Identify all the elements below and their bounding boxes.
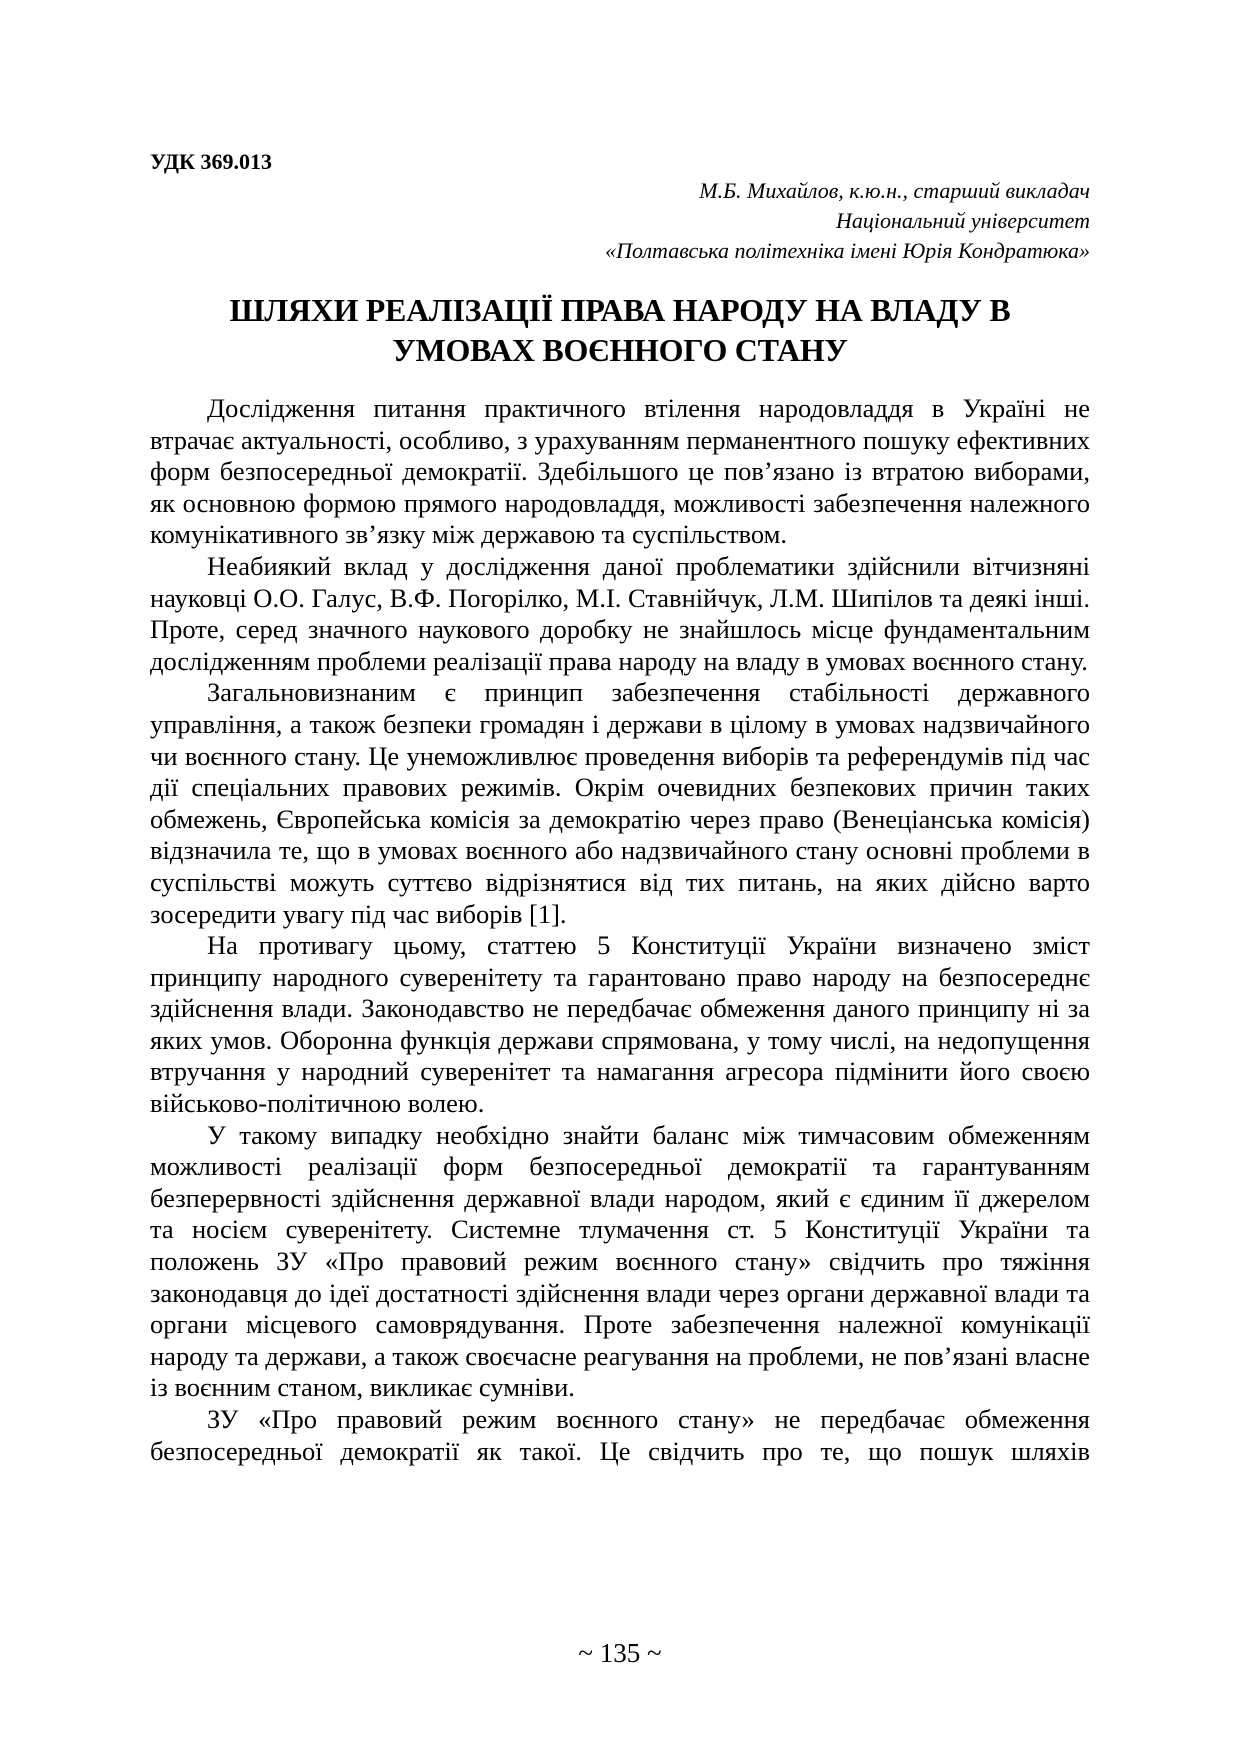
udk-code: УДК 369.013 (150, 149, 273, 174)
body-paragraph: Загальновизнаним є принцип забезпечення стабільності державного управління, а також безпеки громадян і держави в цілому в умовах надзвичайного чи воєнного стану. Це унеможливлює проведення виборів та референдумів під час дії спеціальних правових режимів. Окрім очевидних безпекових причин таких обмежень, Європейська комісія за демократію через право (Венеціанська комісія) відзначила те, що в умовах воєнного або надзвичайного стану основні проблеми в суспільстві можуть суттєво відрізнятися від тих питань, на яких дійсно варто зосередити увагу під час виборів [1]. (150, 677, 1090, 929)
author-block (605, 176, 1090, 266)
body-paragraph: ЗУ «Про правовий режим воєнного стану» не передбачає обмеження безпосередньої демократії як такої. Це свідчить про те, що пошук шляхів (150, 1404, 1090, 1466)
paper-body (150, 393, 1090, 1467)
body-paragraph: Неабиякий вклад у дослідження даної проблематики здійснили вітчизняні науковці О.О. Галус, В.Ф. Погорілко, М.І. Ставнійчук, Л.М. Шипілов та деякі інші. Проте, серед значного наукового доробку не знайшлось місце фундаментальним дослідженням проблеми реалізації права народу на владу в умовах воєнного стану. (150, 550, 1090, 676)
title-line: ШЛЯХИ РЕАЛІЗАЦІЇ ПРАВА НАРОДУ НА ВЛАДУ В (229, 292, 1011, 328)
body-paragraph: У такому випадку необхідно знайти баланс між тимчасовим обмеженням можливості реалізації форм безпосередньої демократії та гарантуванням безперервності здійснення державної влади народом, який є єдиним її джерелом та носієм суверенітету. Системне тлумачення ст. 5 Конституції України та положень ЗУ «Про правовий режим воєнного стану» свідчить про тяжіння законодавця до ідеї достатності здійснення влади через органи державної влади та органи місцевого самоврядування. Проте забезпечення належної комунікації народу та держави, а також своєчасне реагування на проблеми, не пов’язані власне із воєнним станом, викликає сумніви. (150, 1119, 1090, 1403)
page-number: ~ 135 ~ (578, 1638, 662, 1668)
body-paragraph: Дослідження питання практичного втілення народовладдя в Україні не втрачає актуальності, особливо, з урахуванням перманентного пошуку ефективних форм безпосередньої демократії. Здебільшого це пов’язано із втратою виборами, як основною формою прямого народовладдя, можливості забезпечення належного комунікативного зв’язку між державою та суспільством. (150, 393, 1090, 550)
document-page (150, 0, 1090, 1754)
affiliation-line: «Полтавська політехніка імені Юрія Кондратюка» (605, 238, 1090, 263)
author-line: М.Б. Михайлов, к.ю.н., старший викладач (699, 178, 1090, 203)
paper-title (150, 290, 1090, 370)
title-line: УМОВАХ ВОЄННОГО СТАНУ (392, 332, 848, 368)
body-paragraph: На противагу цьому, статтею 5 Конституції України визначено зміст принципу народного суверенітету та гарантовано право народу на безпосереднє здійснення влади. Законодавство не передбачає обмеження даного принципу ні за яких умов. Оборонна функція держави спрямована, у тому числі, на недопущення втручання у народний суверенітет та намагання агресора підмінити його своєю військово-політичною волею. (150, 930, 1090, 1119)
affiliation-line: Національний університет (835, 208, 1090, 233)
